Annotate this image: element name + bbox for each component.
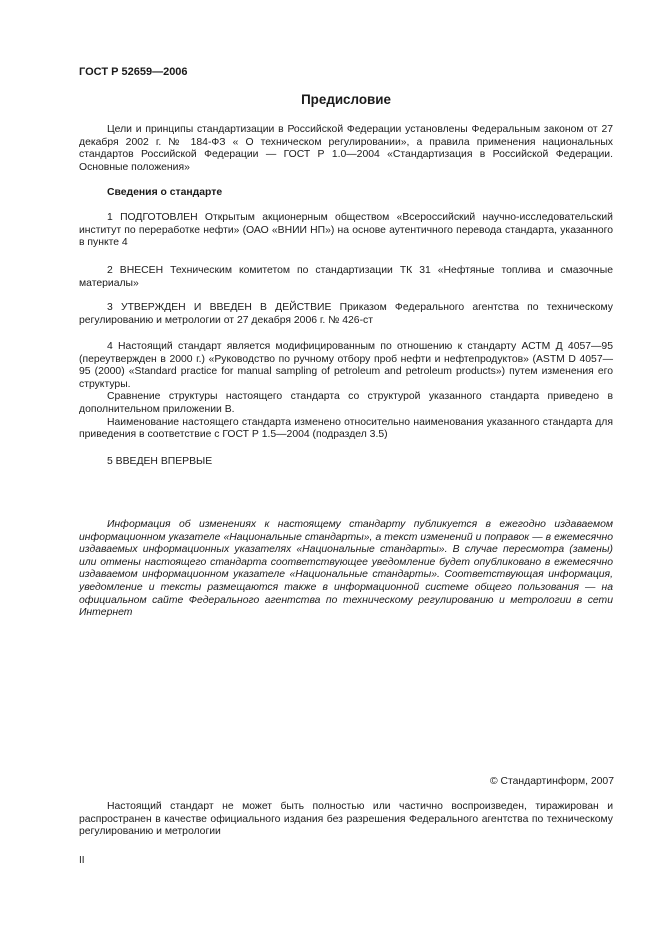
item-2-paragraph: 2 ВНЕСЕН Техническим комитетом по стандартизации ТК 31 «Нефтяные топлива и смазочные материалы» — [79, 265, 613, 289]
item-1-section — [79, 212, 613, 250]
notice-section — [79, 519, 613, 620]
item-5-paragraph: 5 ВВЕДЕН ВПЕРВЫЕ — [107, 456, 213, 467]
item-3-paragraph: 3 УТВЕРЖДЕН И ВВЕДЕН В ДЕЙСТВИЕ Приказом Федерального агентства по техническому регулированию и метрологии от 27 декабря 2006 г. № 426-ст — [79, 302, 613, 326]
item-4-section — [79, 341, 613, 442]
intro-section — [79, 124, 613, 174]
notice-paragraph: Информация об изменениях к настоящему стандарту публикуется в ежегодно издаваемом информационном указателе «Национальные стандарты», а текст изменений и поправок — в ежемесячно издаваемых информационных указателях «Национальные стандарты». В случае пересмотра (замены) или отмены настоящего стандарта соответствующее уведомление будет опубликовано в ежемесячно издаваемом информационном указателе «Национальные стандарты». Соответствующая информация, уведомление и тексты размещаются также в информационной системе общего пользования — на официальном сайте Федерального агентства по техническому регулированию и метрологии в сети Интернет — [79, 519, 613, 619]
info-heading-section — [79, 187, 613, 200]
info-heading: Сведения о стандарте — [107, 187, 223, 198]
copyright-line: © Стандартинформ, 2007 — [489, 776, 614, 787]
item-5-section — [79, 456, 613, 469]
item-4-paragraph-2: Сравнение структуры настоящего стандарта со структурой указанного стандарта приведено в дополнительном приложении В. — [79, 391, 613, 415]
item-1-paragraph: 1 ПОДГОТОВЛЕН Открытым акционерным обществом «Всероссийский научно-исследовательский институт по переработке нефти» (ОАО «ВНИИ НП») на основе аутентичного перевода стандарта, указанного в пункте 4 — [79, 212, 613, 249]
legal-paragraph: Настоящий стандарт не может быть полностью или частично воспроизведен, тиражирован и распространен в качестве официального издания без разрешения Федерального агентства по техническому регулированию и метрологии — [79, 801, 613, 838]
page-title: Предисловие — [301, 92, 391, 107]
legal-section — [79, 801, 613, 839]
document-id-header: ГОСТ Р 52659—2006 — [79, 66, 188, 78]
intro-paragraph: Цели и принципы стандартизации в Российской Федерации установлены Федеральным законом от 27 декабря 2002 г. № 184-ФЗ « О техническом регулировании», а правила применения национальных стандартов Российской Федерации — ГОСТ Р 1.0—2004 «Стандартизация в Российской Федерации. Основные положения» — [79, 124, 613, 173]
item-4-paragraph-1: 4 Настоящий стандарт является модифицированным по отношению к стандарту АСТМ Д 4057—95 (переутвержден в 2000 г.) «Руководство по ручному отбору проб нефти и нефтепродуктов» (ASTM D 4057—95 (2000) «Standard practice for manual sampling of petroleum and petroleum products») путем изменения его структуры. — [79, 341, 613, 390]
item-3-section — [79, 302, 613, 327]
page-number: II — [79, 855, 85, 866]
item-2-section — [79, 265, 613, 290]
item-4-paragraph-3: Наименование настоящего стандарта изменено относительно наименования указанного стандарта для приведения в соответствие с ГОСТ Р 1.5—2004 (подраздел 3.5) — [79, 416, 613, 441]
